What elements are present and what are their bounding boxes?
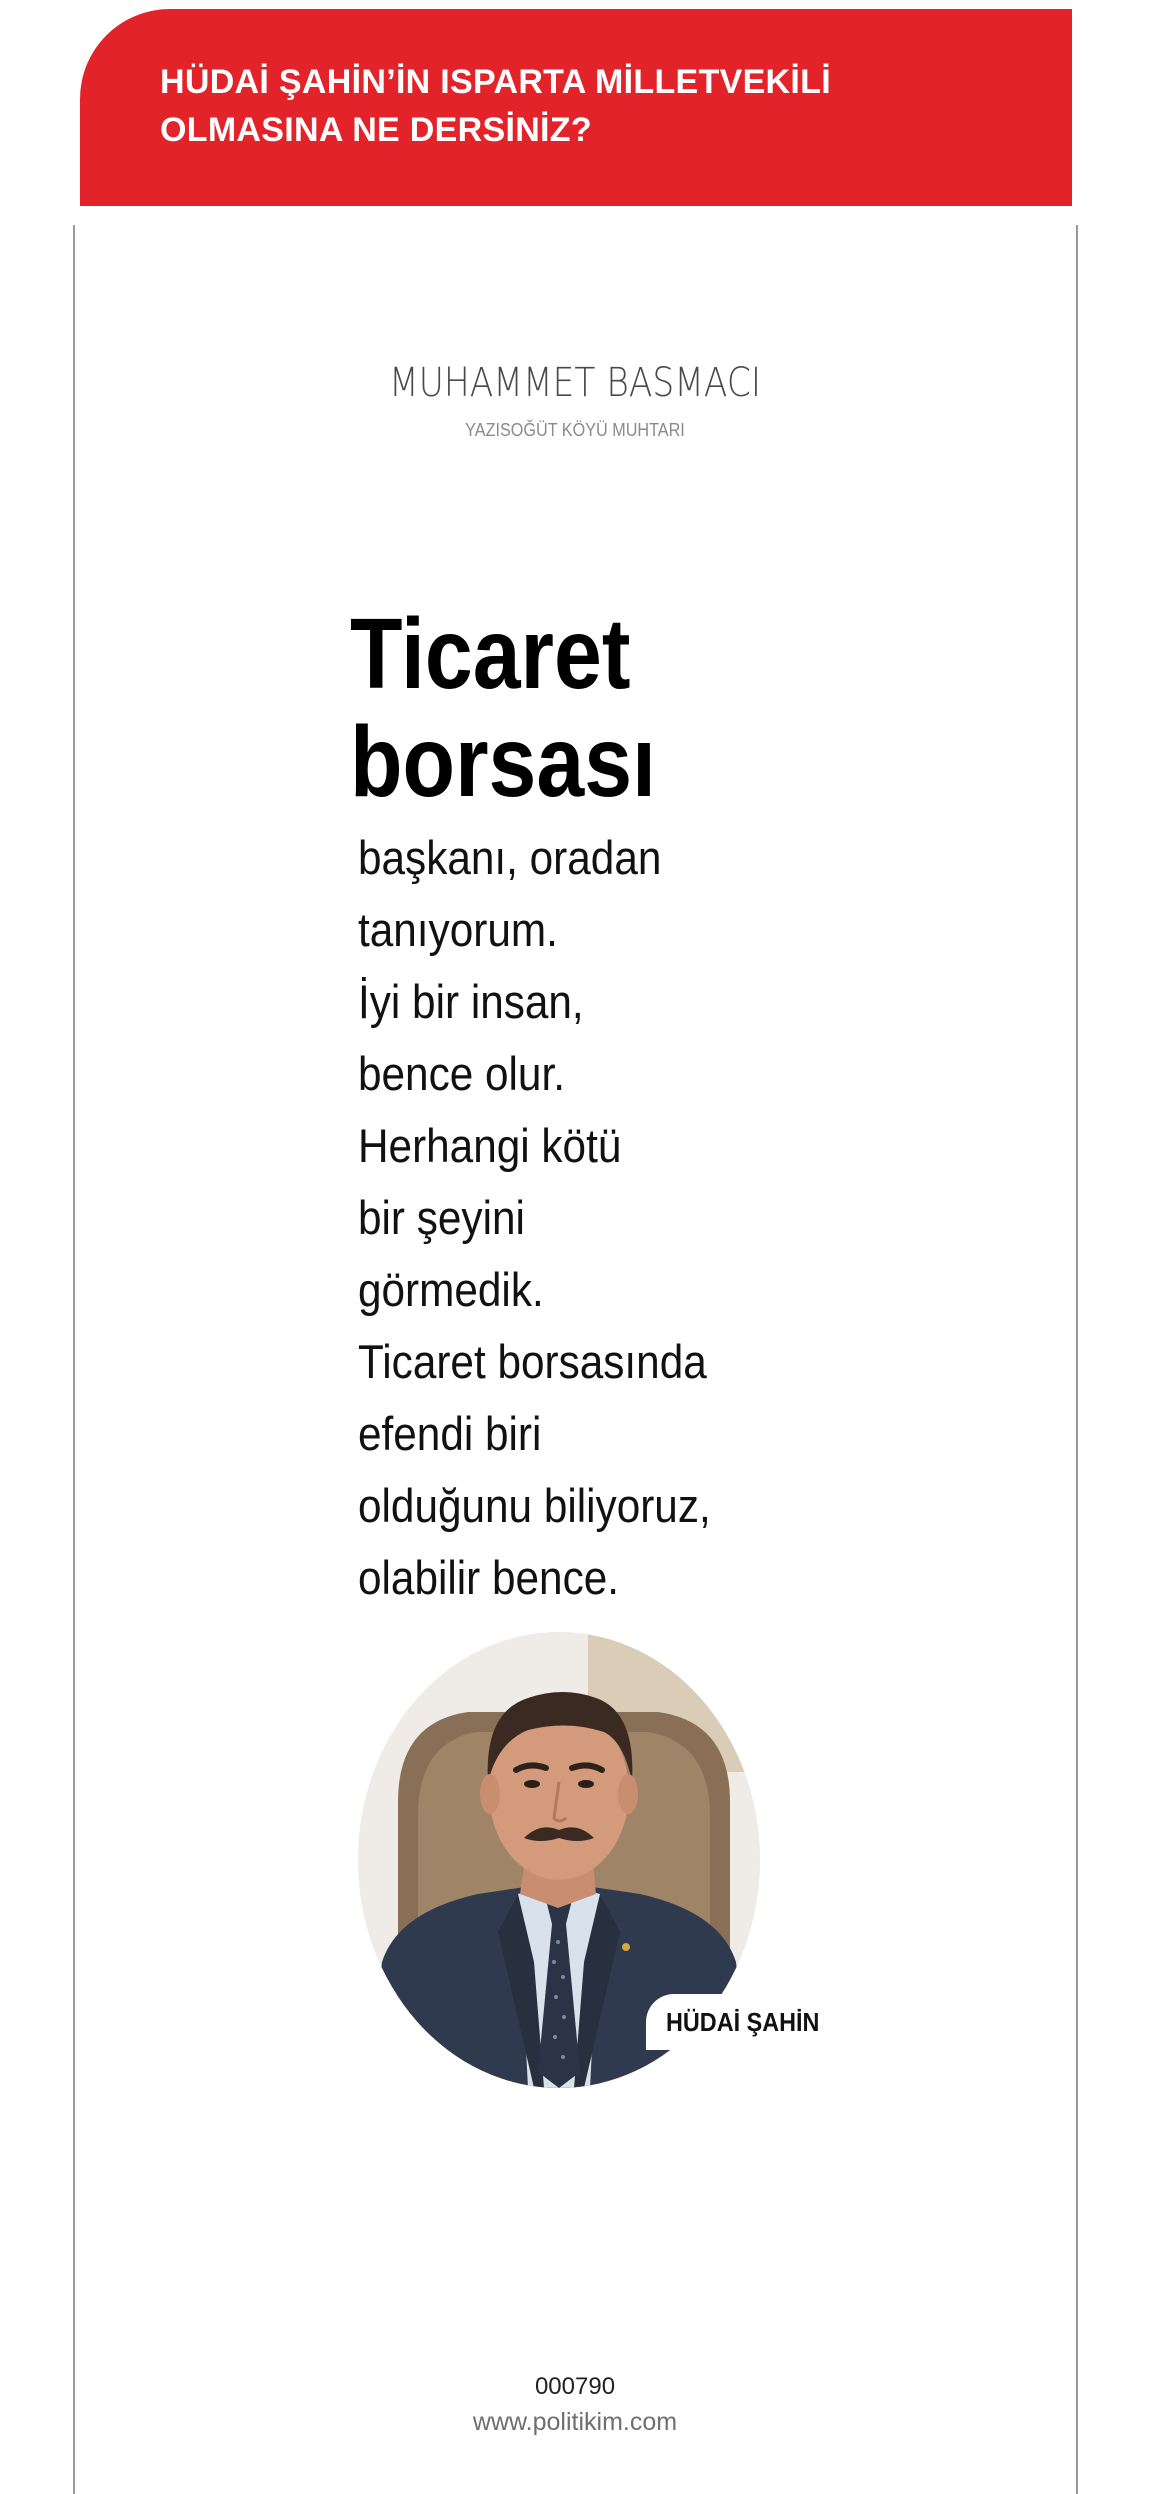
banner-title-line-2: OLMASINA NE DERSİNİZ? — [160, 111, 592, 149]
quote-line: bir şeyini — [358, 1191, 525, 1244]
quote-body — [358, 822, 878, 1614]
author-role: YAZISOĞÜT KÖYÜ MUHTARI — [465, 420, 685, 440]
footer-code: 000790 — [534, 2373, 616, 2400]
footer-url-link[interactable]: www.politikim.com — [472, 2408, 678, 2436]
quote-line: tanıyorum. — [358, 903, 558, 956]
subject-name-tag — [646, 1994, 856, 2050]
quote-line: görmedik. — [358, 1263, 544, 1316]
banner-title-line-1: HÜDAİ ŞAHİN’İN ISPARTA MİLLETVEKİLİ — [160, 63, 831, 101]
banner-title — [160, 58, 1020, 154]
quote-line: başkanı, oradan — [358, 831, 662, 884]
frame-left-rule — [73, 225, 75, 2494]
quote-headline-line-2: borsası — [350, 706, 656, 818]
quote-line: Herhangi kötü — [358, 1119, 622, 1172]
subject-name: HÜDAİ ŞAHİN — [666, 2007, 820, 2037]
frame-right-rule — [1076, 225, 1078, 2494]
author-name: MUHAMMET BASMACI — [389, 360, 761, 406]
quote-line: olduğunu biliyoruz, — [358, 1479, 711, 1532]
quote-line: efendi biri — [358, 1407, 542, 1460]
quote-line: bence olur. — [358, 1047, 565, 1100]
quote-line: olabilir bence. — [358, 1551, 620, 1604]
quote-line: İyi bir insan, — [358, 975, 584, 1028]
quote-headline-line-1: Ticaret — [350, 598, 631, 710]
quote-headline — [350, 600, 780, 816]
quote-line: Ticaret borsasında — [358, 1335, 707, 1388]
